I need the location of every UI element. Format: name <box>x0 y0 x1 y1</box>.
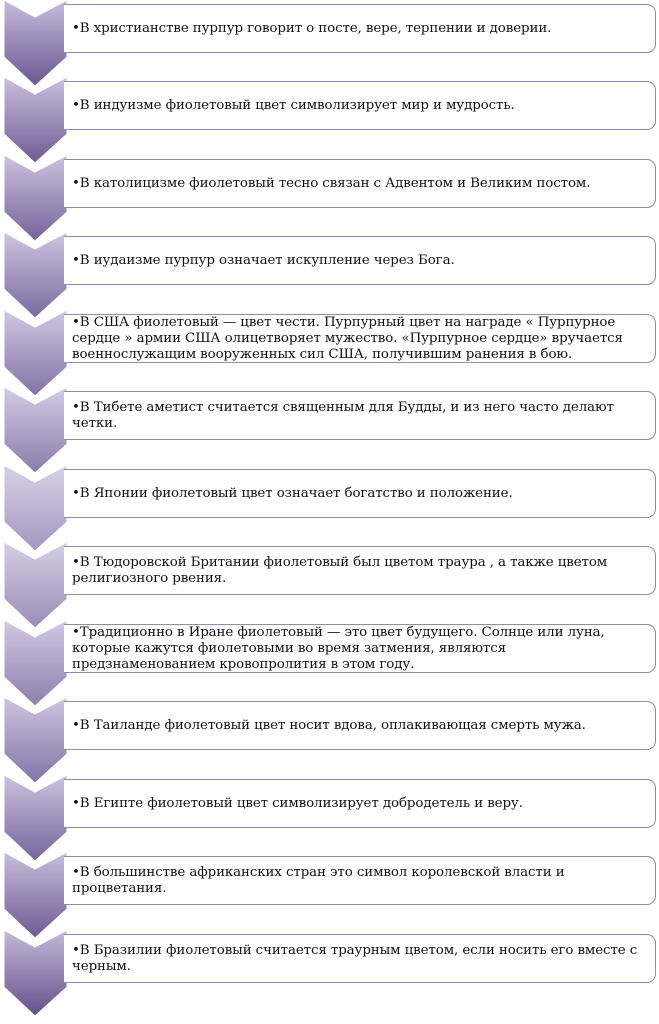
chevron-arrow-icon <box>4 775 67 861</box>
list-item-text: •В иудаизме пурпур означает искупление через Бога. <box>72 252 455 268</box>
chevron-arrow-icon <box>4 232 67 318</box>
list-item-text: •В индуизме фиолетовый цвет символизирует мир и мудрость. <box>72 97 515 113</box>
list-item <box>0 775 659 853</box>
chevron-arrow-icon <box>4 310 67 396</box>
list-item-box <box>64 701 656 750</box>
list-item <box>0 310 659 388</box>
list-item <box>0 0 659 78</box>
chevron-arrow-icon <box>4 697 67 783</box>
list-item <box>0 852 659 930</box>
list-item-box <box>64 624 656 673</box>
list-item-text: •В Египте фиолетовый цвет символизирует добродетель и веру. <box>72 795 523 811</box>
chevron-arrow-icon <box>4 155 67 241</box>
list-item <box>0 697 659 775</box>
list-item <box>0 465 659 543</box>
list-item <box>0 77 659 155</box>
chevron-arrow-icon <box>4 930 67 1016</box>
list-item <box>0 542 659 620</box>
chevron-arrow-icon <box>4 465 67 551</box>
list-item-box <box>64 934 656 983</box>
list-item-text: •В Тюдоровской Британии фиолетовый был цветом траура , а также цветом религиозного рвения. <box>72 554 608 586</box>
chevron-arrow-icon <box>4 387 67 473</box>
list-item-text: •В католицизме фиолетовый тесно связан с Адвентом и Великим постом. <box>72 175 591 191</box>
list-item-box <box>64 159 656 208</box>
list-item-box <box>64 81 656 130</box>
list-item-text: •Традиционно в Иране фиолетовый — это цвет будущего. Солнце или луна, которые кажутся фиолетовыми во время затмения, являются предзнаменованием кровопролития в этом году. <box>72 624 605 672</box>
list-item <box>0 930 659 1008</box>
list-item-box <box>64 856 656 905</box>
list-item-box <box>64 4 656 53</box>
list-item <box>0 620 659 698</box>
chevron-arrow-icon <box>4 0 67 86</box>
list-item-text: •В большинстве африканских стран это символ королевской власти и процветания. <box>72 864 565 896</box>
chevron-arrow-icon <box>4 77 67 163</box>
chevron-arrow-icon <box>4 620 67 706</box>
list-item-box <box>64 779 656 828</box>
list-item-text: •В Тибете аметист считается священным для Будды, и из него часто делают четки. <box>72 399 614 431</box>
list-item-text: •В Таиланде фиолетовый цвет носит вдова, оплакивающая смерть мужа. <box>72 717 586 733</box>
list-item <box>0 387 659 465</box>
list-item <box>0 155 659 233</box>
list-item-text: •В США фиолетовый — цвет чести. Пурпурный цвет на награде « Пурпурное сердце » армии США олицетворяет мужество. «Пурпурное сердце» вручается военнослужащим вооруженных сил США, получившим ранения в бою. <box>72 314 623 362</box>
list-item-text: •В Японии фиолетовый цвет означает богатство и положение. <box>72 485 513 501</box>
list-item-text: •В Бразилии фиолетовый считается траурным цветом, если носить его вместе с черным. <box>72 942 638 974</box>
list-item <box>0 232 659 310</box>
chevron-arrow-icon <box>4 852 67 938</box>
list-item-box <box>64 236 656 285</box>
chevron-arrow-icon <box>4 542 67 628</box>
list-item-box <box>64 314 656 363</box>
list-item-box <box>64 469 656 518</box>
list-item-box <box>64 546 656 595</box>
list-item-box <box>64 391 656 440</box>
list-item-text: •В христианстве пурпур говорит о посте, вере, терпении и доверии. <box>72 20 552 36</box>
